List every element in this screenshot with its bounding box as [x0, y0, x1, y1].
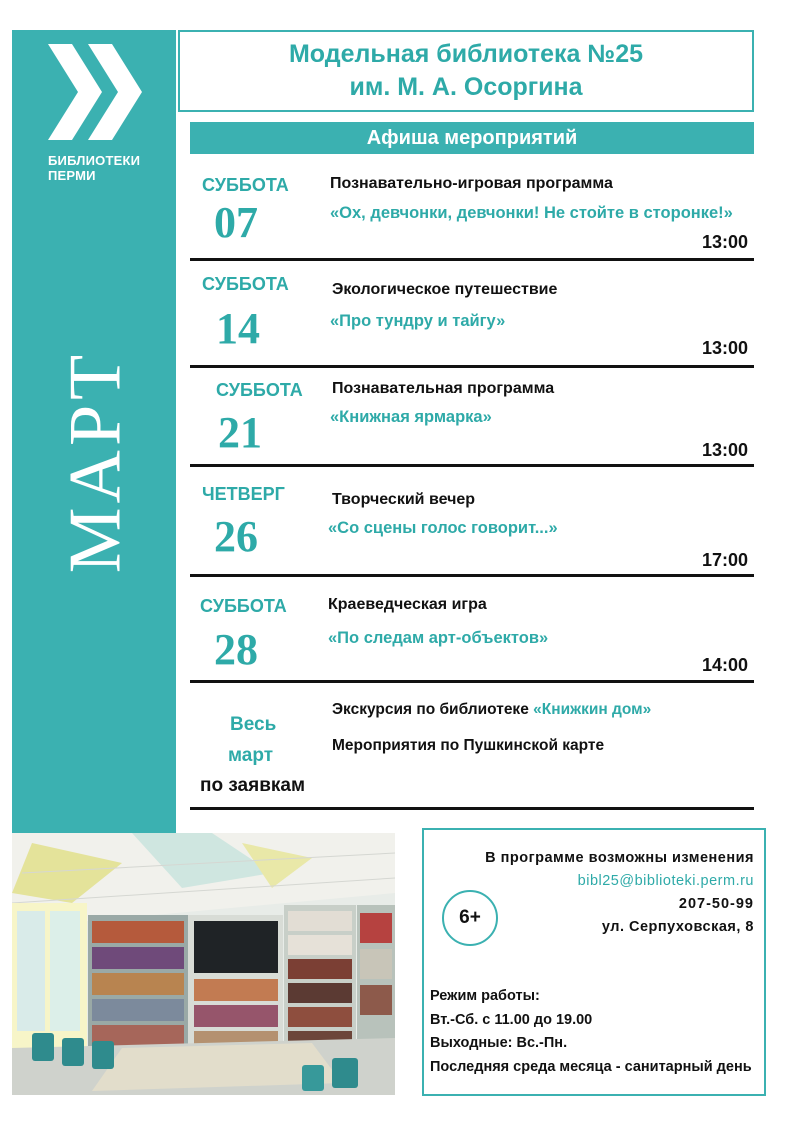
event-date: 28: [214, 625, 258, 674]
brand-line-1: БИБЛИОТЕКИ: [48, 153, 141, 168]
library-title: Модельная библиотека №25: [288, 40, 644, 68]
hours-days-off: Выходные: Вс.-Пн.: [430, 1035, 568, 1051]
event-row: [190, 580, 754, 683]
event-date: 07: [214, 198, 258, 247]
event-day: СУББОТА: [216, 380, 303, 400]
changes-notice: В программе возможны изменения: [485, 850, 754, 866]
event-day: СУББОТА: [202, 175, 289, 195]
event-day: СУББОТА: [200, 596, 287, 616]
event-date: 21: [218, 408, 262, 457]
event-time: 13:00: [701, 338, 748, 358]
whole-month-label-1: Весь: [230, 714, 277, 735]
event-title: «Ох, девчонки, девчонки! Не стойте в сторонке!»: [330, 204, 733, 222]
by-request-label: по заявкам: [200, 775, 306, 796]
event-time: 13:00: [701, 440, 748, 460]
event-title: «Книжная ярмарка»: [330, 408, 492, 426]
hours-title: Режим работы:: [430, 988, 540, 1004]
library-subtitle: им. М. А. Осоргина: [349, 73, 583, 101]
event-type: Краеведческая игра: [328, 596, 487, 613]
age-rating-badge: 6+: [442, 890, 498, 946]
event-day: СУББОТА: [202, 274, 289, 294]
afisha-heading: Афиша мероприятий: [190, 122, 754, 154]
event-row: [190, 470, 754, 577]
event-title: «Про тундру и тайгу»: [330, 312, 506, 330]
working-hours: [430, 985, 752, 1079]
event-row: [190, 157, 754, 261]
event-type: Творческий вечер: [332, 491, 476, 508]
hours-weekdays: Вт.-Сб. с 11.00 до 19.00: [430, 1011, 593, 1028]
phone-number: 207-50-99: [678, 896, 754, 912]
pushkin-card-item: Мероприятия по Пушкинской карте: [332, 737, 605, 754]
title-box: [178, 30, 754, 112]
event-day: ЧЕТВЕРГ: [202, 484, 285, 504]
event-date: 14: [216, 304, 260, 353]
brand-name: [48, 153, 140, 183]
event-date: 26: [214, 512, 258, 561]
library-interior-photo: [12, 833, 395, 1095]
event-time: 13:00: [701, 232, 748, 252]
whole-month-label-2: март: [228, 745, 274, 766]
hours-sanitary-day: Последняя среда месяца - санитарный день: [430, 1058, 752, 1075]
whole-month-section: [190, 686, 754, 810]
excursion-text: Экскурсия по библиотеке: [332, 701, 534, 718]
event-time: 14:00: [701, 655, 748, 675]
event-type: Познавательная программа: [332, 380, 555, 397]
event-title: «По следам арт-объектов»: [328, 629, 549, 647]
excursion-item: [332, 701, 651, 719]
address: ул. Серпуховская, 8: [601, 919, 754, 935]
event-title: «Со сцены голос говорит...»: [328, 519, 558, 537]
double-chevron-right-icon: [48, 44, 148, 140]
info-box: [422, 828, 766, 1096]
event-type: Познавательно-игровая программа: [330, 175, 613, 192]
event-time: 17:00: [701, 550, 748, 570]
event-type: Экологическое путешествие: [332, 281, 558, 298]
month-label: МАРТ: [54, 350, 137, 574]
email-link[interactable]: bibl25@biblioteki.perm.ru: [577, 873, 754, 889]
excursion-title: «Книжкин дом»: [533, 701, 652, 718]
event-row: [190, 371, 754, 467]
event-row: [190, 264, 754, 368]
brand-line-2: ПЕРМИ: [48, 168, 96, 183]
